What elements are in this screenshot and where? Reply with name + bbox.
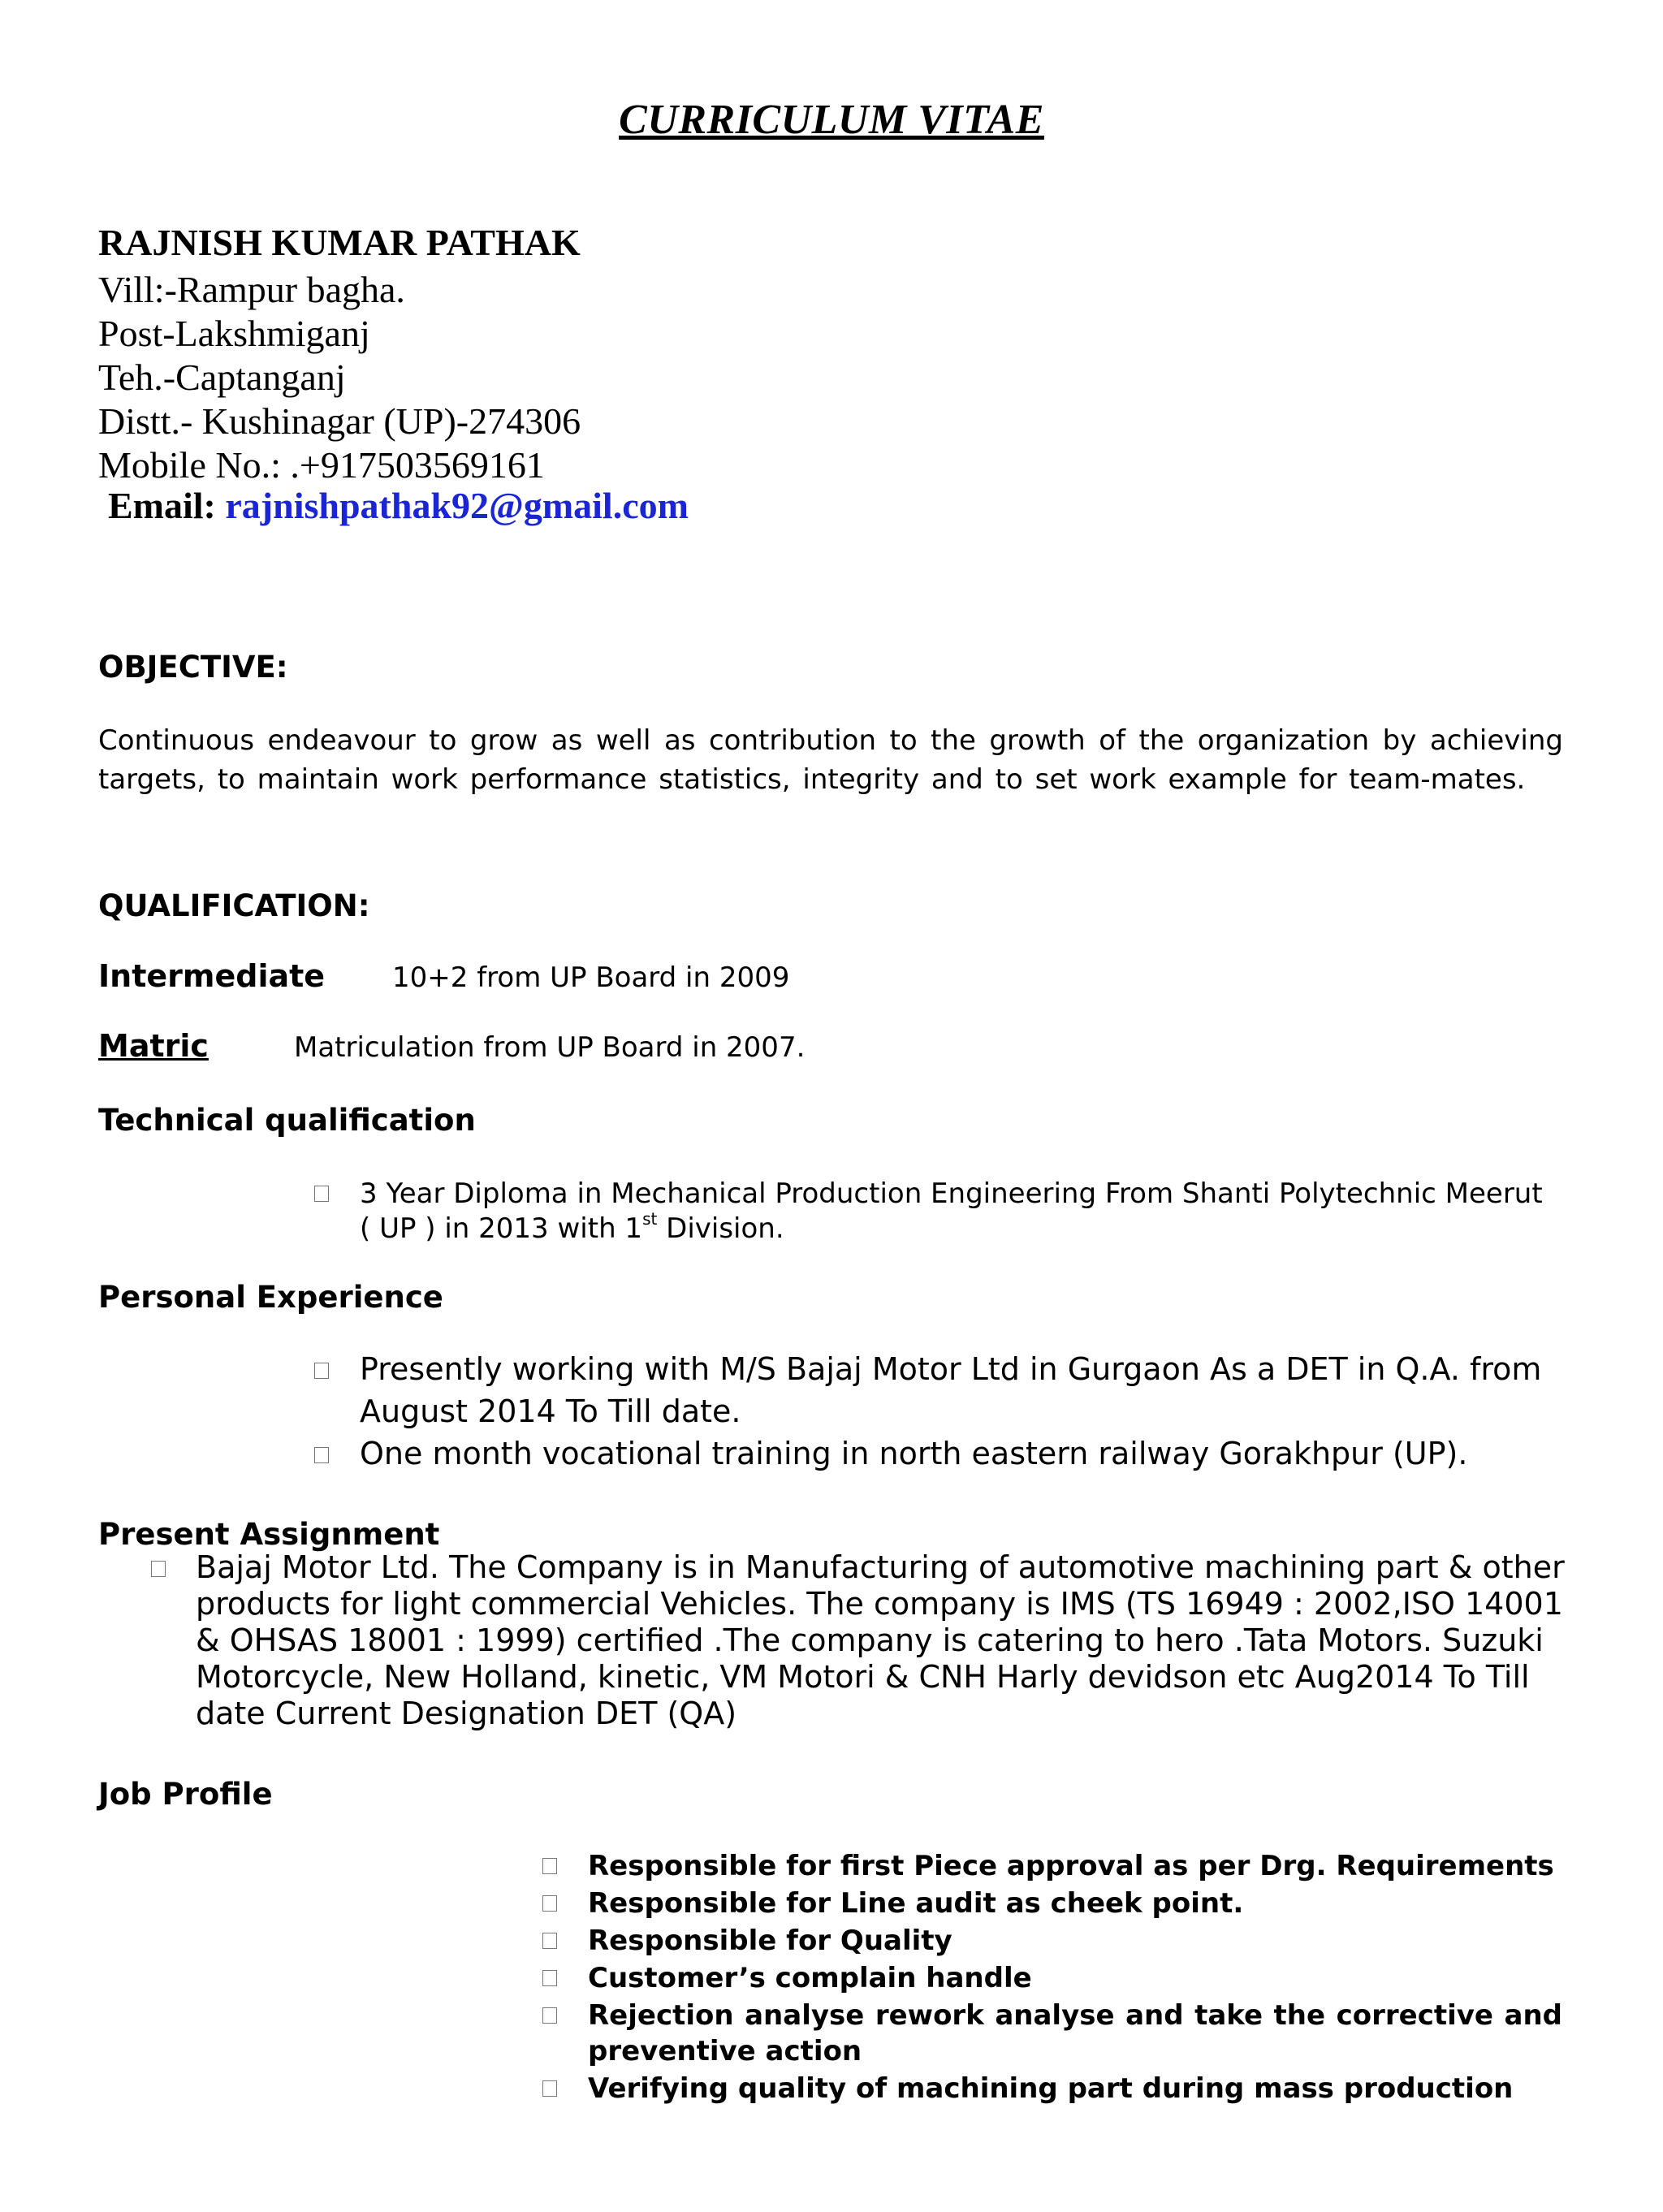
objective-text: Continuous endeavour to grow as well as contribution to the growth of the organization by achieving targets, to maintain work performance statistics, integrity and to set work example for team-mates. — [98, 724, 1563, 796]
job-item: Responsible for Line audit as cheek point. — [588, 1887, 1244, 1920]
bullet-box-icon — [542, 2080, 557, 2097]
technical-item-line1: 3 Year Diploma in Mechanical Production Engineering From Shanti Polytechnic Meerut — [360, 1177, 1543, 1210]
job-item: Verifying quality of machining part during mass production — [588, 2072, 1514, 2105]
candidate-name: RAJNISH KUMAR PATHAK — [98, 222, 581, 263]
address-village: Vill:-Rampur bagha. — [98, 269, 405, 310]
intermediate-value: 10+2 from UP Board in 2009 — [392, 961, 790, 994]
assignment-line: Bajaj Motor Ltd. The Company is in Manufacturing of automotive machining part & other — [196, 1549, 1565, 1585]
experience-item2: One month vocational training in north eastern railway Gorakhpur (UP). — [360, 1436, 1468, 1471]
job-item: Customer’s complain handle — [588, 1962, 1032, 1994]
job-profile-heading: Job Profile — [98, 1777, 273, 1812]
assignment-line: & OHSAS 18001 : 1999) certified .The company is catering to hero .Tata Motors. Suzuki — [196, 1622, 1544, 1658]
address-district: Distt.- Kushinagar (UP)-274306 — [98, 400, 581, 442]
bullet-box-icon — [151, 1561, 166, 1577]
technical-item-line2: ( UP ) in 2013 with 1st Division. — [360, 1209, 784, 1245]
assignment-line: products for light commercial Vehicles. The company is IMS (TS 16949 : 2002,ISO 14001 — [196, 1586, 1563, 1622]
experience-heading: Personal Experience — [98, 1280, 443, 1315]
bullet-box-icon — [542, 1970, 557, 1986]
bullet-box-icon — [314, 1363, 329, 1379]
assignment-heading: Present Assignment — [98, 1517, 440, 1552]
email-link[interactable]: rajnishpathak92@gmail.com — [225, 485, 689, 526]
email-row — [108, 484, 689, 527]
matric-value: Matriculation from UP Board in 2007. — [294, 1031, 806, 1064]
bullet-box-icon — [542, 1933, 557, 1949]
bullet-box-icon — [542, 2007, 557, 2024]
job-item: Responsible for Quality — [588, 1925, 952, 1957]
technical-heading: Technical qualification — [98, 1103, 476, 1138]
bullet-box-icon — [314, 1186, 329, 1202]
job-item: Responsible for first Piece approval as per Drg. Requirements — [588, 1850, 1554, 1882]
address-post: Post-Lakshmiganj — [98, 313, 370, 354]
bullet-box-icon — [542, 1858, 557, 1874]
bullet-box-icon — [314, 1447, 329, 1463]
assignment-line: date Current Designation DET (QA) — [196, 1696, 737, 1731]
address-tehsil: Teh.-Captanganj — [98, 356, 346, 398]
objective-heading: OBJECTIVE: — [98, 650, 288, 685]
experience-item1-line1: Presently working with M/S Bajaj Motor Ltd in Gurgaon As a DET in Q.A. from — [360, 1351, 1542, 1387]
intermediate-label: Intermediate — [98, 958, 326, 994]
bullet-box-icon — [542, 1895, 557, 1912]
email-label: Email: — [108, 485, 216, 526]
qualification-heading: QUALIFICATION: — [98, 888, 370, 923]
page-title: CURRICULUM VITAE — [619, 97, 1044, 143]
matric-label: Matric — [98, 1028, 209, 1064]
assignment-line: Motorcycle, New Holland, kinetic, VM Motori & CNH Harly devidson etc Aug2014 To Till — [196, 1659, 1530, 1695]
experience-item1-line2: August 2014 To Till date. — [360, 1393, 741, 1429]
job-item: Rejection analyse rework analyse and take the corrective and — [588, 1999, 1562, 2032]
job-item-continuation: preventive action — [588, 2035, 862, 2067]
mobile-number: Mobile No.: .+917503569161 — [98, 444, 545, 486]
